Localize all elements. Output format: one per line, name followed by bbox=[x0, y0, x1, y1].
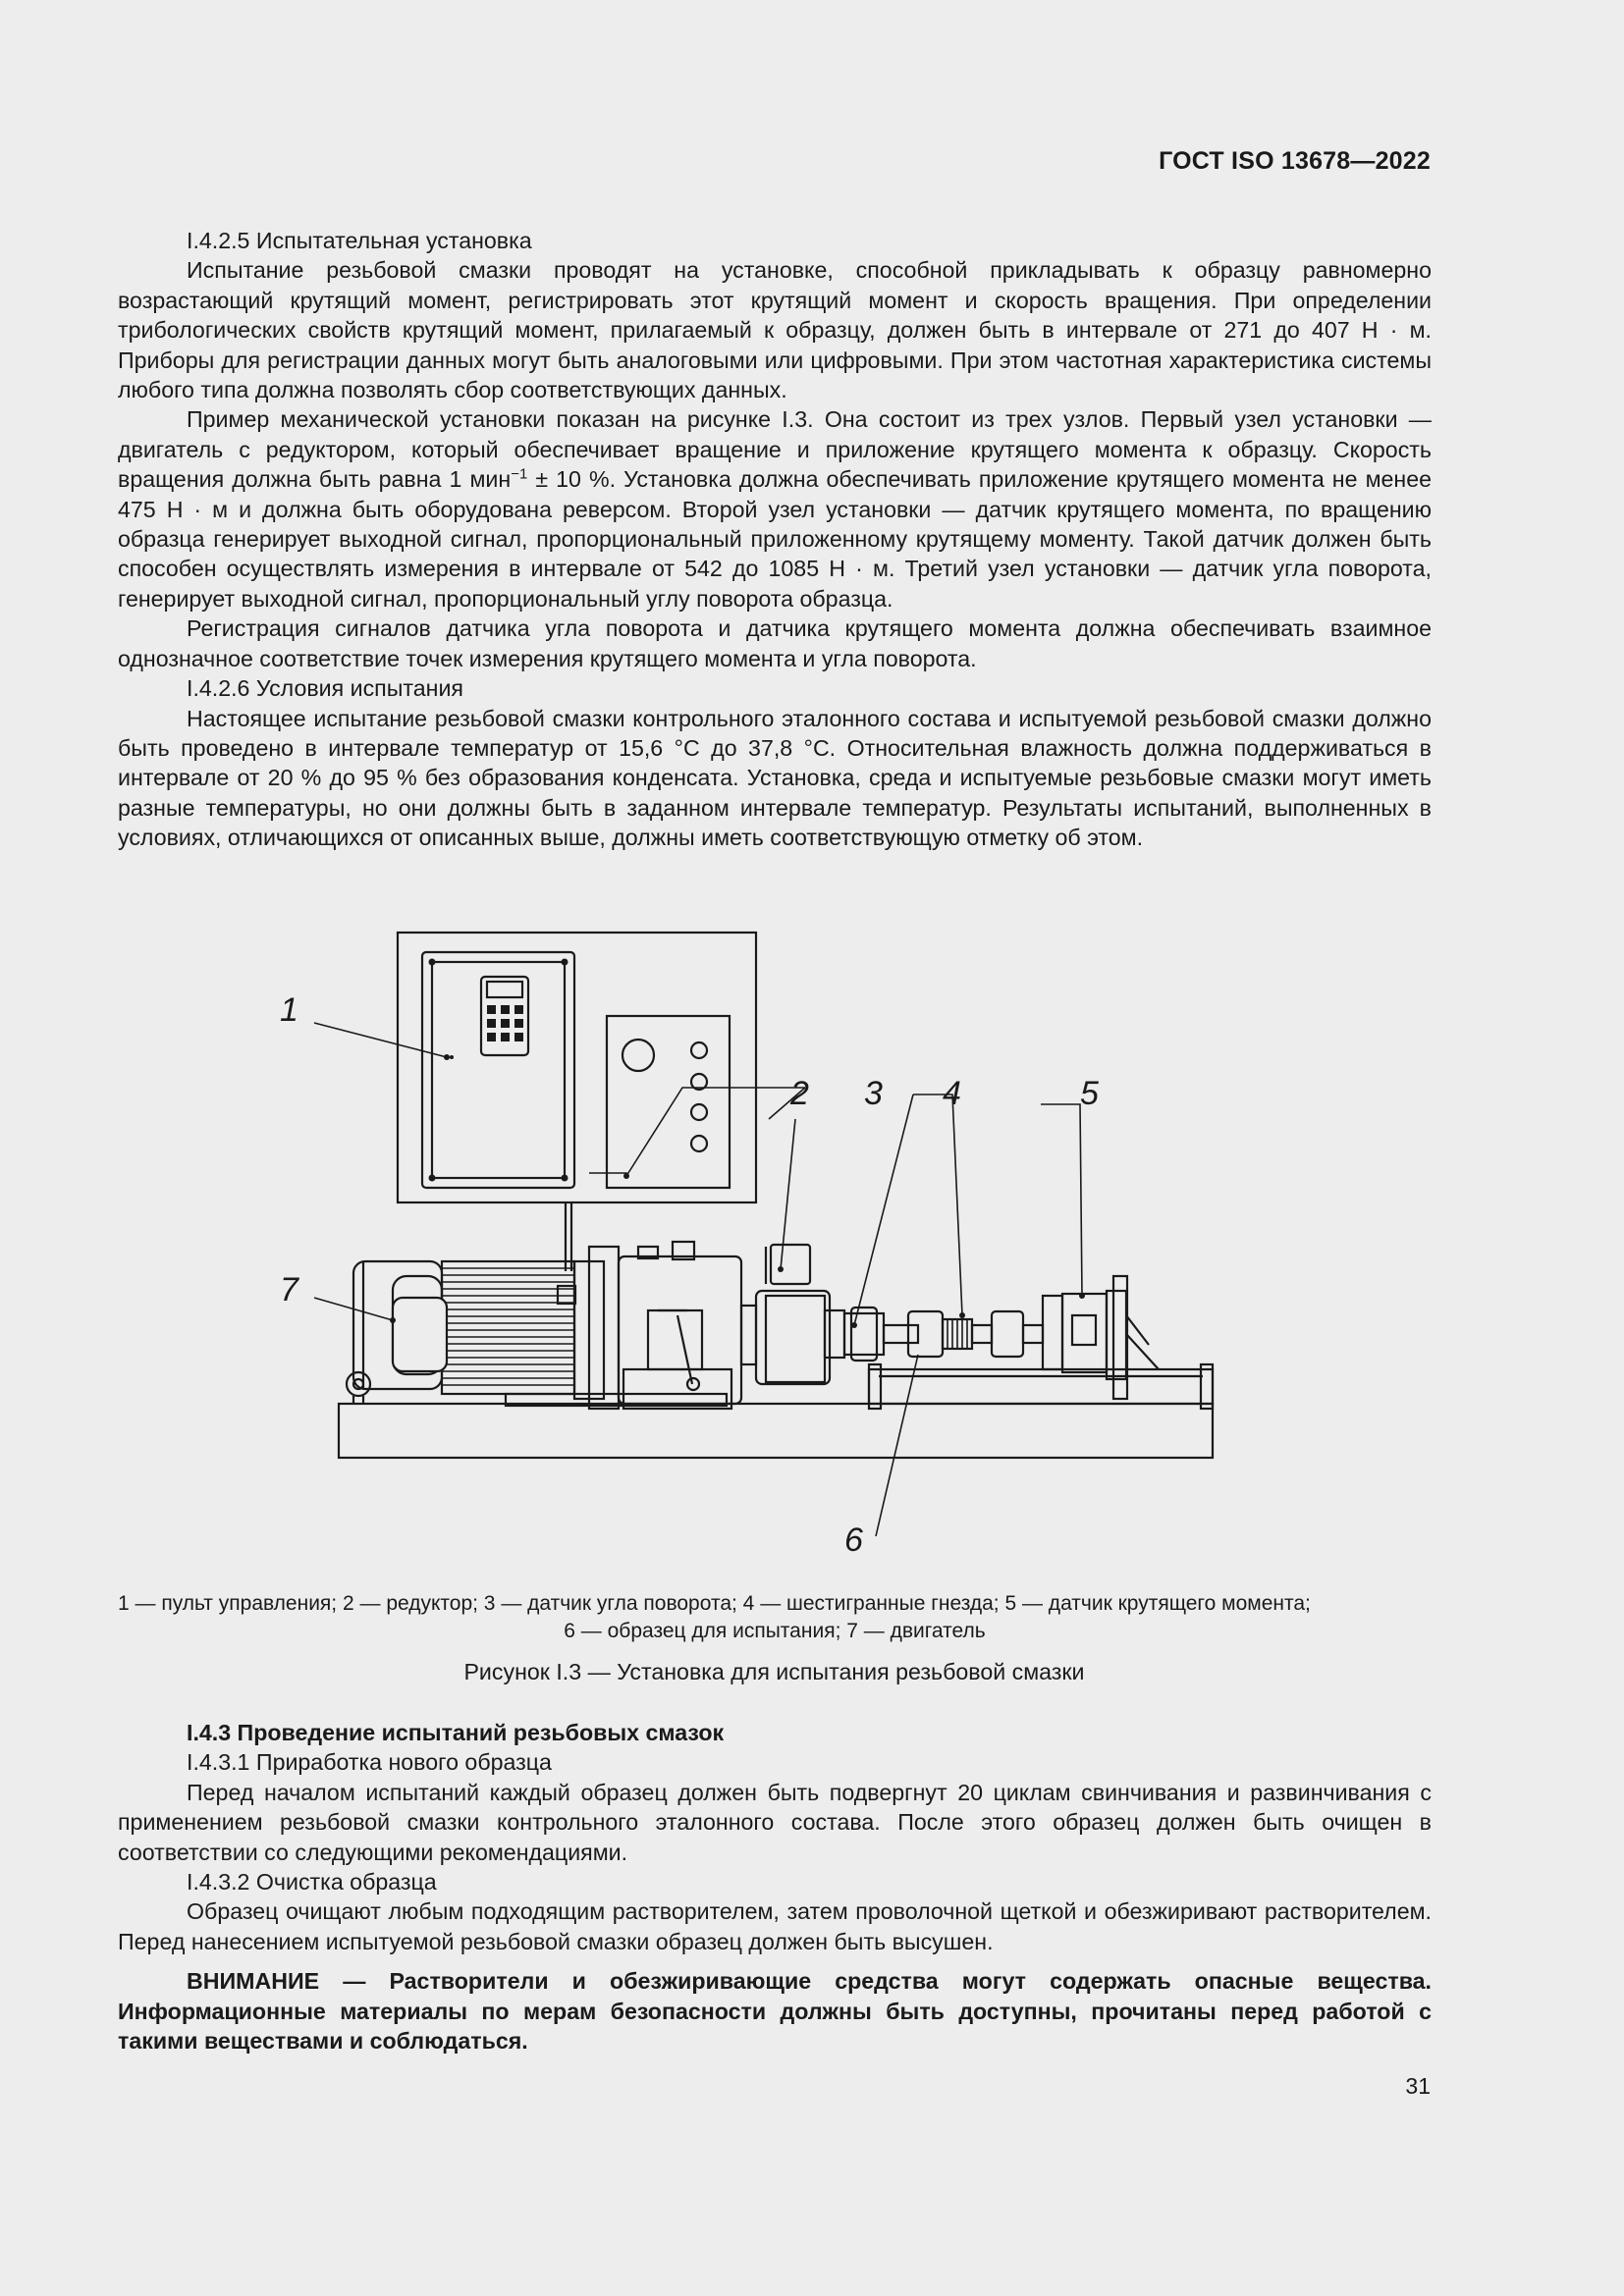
test-rig-figure bbox=[280, 923, 1276, 1571]
figure-label-4: 4 bbox=[943, 1075, 961, 1112]
section-2-text bbox=[118, 1718, 1432, 2056]
figure-label-6: 6 bbox=[844, 1522, 863, 1559]
subsection-title-1-4-2-5: I.4.2.5 Испытательная установка bbox=[187, 228, 532, 253]
paragraph: Образец очищают любым подходящим растворителем, затем проволочной щеткой и обезжиривают растворителем. Перед нанесением испытуемой резьбовой смазки образец должен быть высушен. bbox=[118, 1898, 1432, 1954]
subsection-title-1-4-2-6: I.4.2.6 Условия испытания bbox=[187, 675, 463, 702]
superscript: −1 bbox=[511, 465, 528, 483]
figure-label-3: 3 bbox=[864, 1075, 883, 1112]
section-1-text bbox=[118, 226, 1432, 853]
subsection-title-1-4-3-2: I.4.3.2 Очистка образца bbox=[187, 1869, 437, 1896]
subsection-title-1-4-3-1: I.4.3.1 Приработка нового образца bbox=[187, 1749, 552, 1776]
page-number: 31 bbox=[1405, 2073, 1431, 2099]
paragraph: Настоящее испытание резьбовой смазки контрольного эталонного состава и испытуемой резьбовой смазки должно быть проведено в интервале температур от 15,6 °С до 37,8 °С. Относительная влажность должна поддерживаться в интервале от 20 % до 95 % без образования конденсата. Установка, среда и испытуемые резьбовые смазки могут иметь разные температуры, но они должны быть в заданном интервале температур. Результаты испытаний, выполненных в условиях, отличающихся от описанных выше, должны иметь соответствующую отметку об этом. bbox=[118, 705, 1432, 851]
warning-paragraph: ВНИМАНИЕ — Растворители и обезжиривающие средства могут содержать опасные вещества. Информационные материалы по мерам безопасности должны быть доступны, прочитаны перед работой с такими веществами и соблюдаться. bbox=[118, 1968, 1432, 2055]
figure-label-2: 2 bbox=[790, 1075, 809, 1112]
control-panel-cabinet bbox=[398, 933, 756, 1202]
figure-legend-line-1: 1 — пульт управления; 2 — редуктор; 3 — датчик угла поворота; 4 — шестигранные гнезда; 5 — датчик крутящего момента; bbox=[118, 1592, 1311, 1615]
figure-legend bbox=[118, 1590, 1432, 1645]
figure-label-5: 5 bbox=[1080, 1075, 1099, 1112]
paragraph: Испытание резьбовой смазки проводят на установке, способной прикладывать к образцу равномерно возрастающий крутящий момент, регистрировать этот крутящий момент и скорость вращения. При определении трибологических свойств крутящий момент, прилагаемый к образцу, должен быть в интервале от 271 до 407 Н · м. Приборы для регистрации данных могут быть аналоговыми или цифровыми. При этом частотная характеристика системы любого типа должна позволять сбор соответствующих данных. bbox=[118, 257, 1432, 403]
document-header: ГОСТ ISO 13678—2022 bbox=[1159, 147, 1431, 175]
figure-label-1: 1 bbox=[280, 991, 298, 1029]
figure-legend-line-2: 6 — образец для испытания; 7 — двигатель bbox=[564, 1620, 986, 1642]
paragraph: Регистрация сигналов датчика угла поворота и датчика крутящего момента должна обеспечивать взаимное однозначное соответствие точек измерения крутящего момента и угла поворота. bbox=[118, 615, 1432, 671]
paragraph: Пример механической установки показан на рисунке I.3. Она состоит из трех узлов. Первый узел установки — двигатель с редуктором, который обеспечивает вращение и приложение крутящего момента к образцу. Скорость вращения должна быть равна 1 мин$^{-1}$ ± 10 %. Установка должна обеспечивать приложение крутящего момента не менее 475 Н · м и должна быть оборудована реверсом. Второй узел установки — датчик крутящего момента, по вращению образца генерирует выходной сигнал, пропорциональный приложенному крутящему моменту. Такой датчик должен быть способен осуществлять измерения в интервале от 542 до 1085 Н · м. Третий узел установки — датчик угла поворота, генерирует выходной сигнал, пропорциональный углу поворота образца. bbox=[118, 406, 1432, 612]
figure-title: Рисунок I.3 — Установка для испытания резьбовой смазки bbox=[463, 1659, 1085, 1684]
figure-label-7: 7 bbox=[280, 1271, 298, 1308]
paragraph: Перед началом испытаний каждый образец должен быть подвергнут 20 циклам свинчивания и развинчивания с применением резьбовой смазки контрольного эталонного состава. После этого образец должен быть очищен в соответствии со следующими рекомендациями. bbox=[118, 1779, 1432, 1865]
section-heading-1-4-3: I.4.3 Проведение испытаний резьбовых смазок bbox=[187, 1720, 725, 1745]
